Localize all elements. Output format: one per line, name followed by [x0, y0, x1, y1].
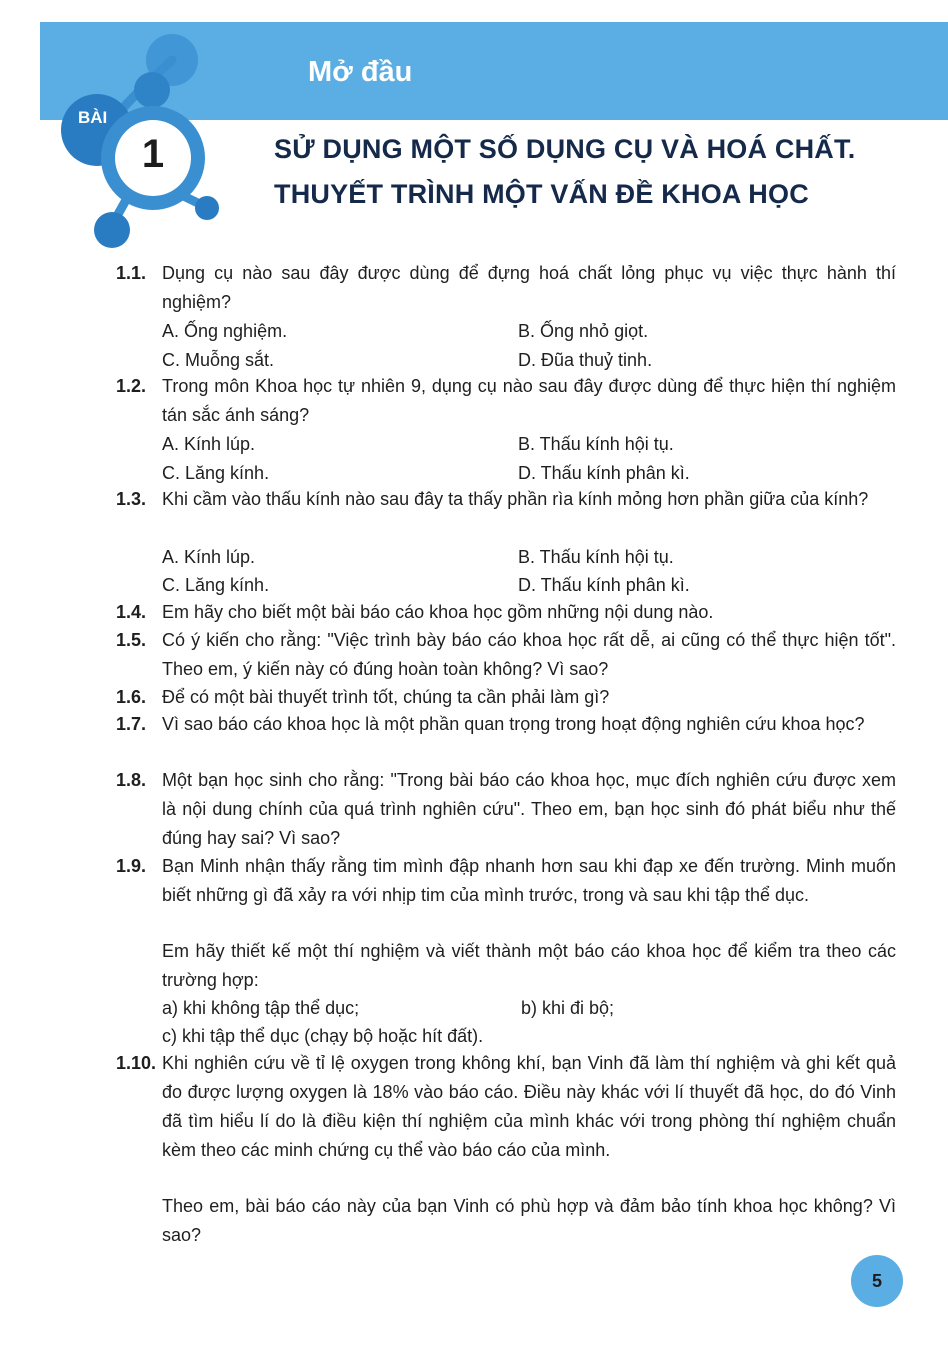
section-title: Mở đầu	[308, 56, 413, 88]
option-c: C. Lăng kính.	[162, 463, 270, 483]
lesson-title-line-1: SỬ DỤNG MỘT SỐ DỤNG CỤ VÀ HOÁ CHẤT.	[274, 134, 856, 164]
question-number: 1.3.	[116, 489, 147, 509]
lesson-label: BÀI	[78, 108, 108, 127]
question-number: 1.10.	[116, 1053, 157, 1073]
question-1-8	[116, 766, 896, 853]
question-1-10	[116, 1049, 896, 1165]
option-d: D. Thấu kính phân kì.	[518, 575, 690, 595]
question-1-1	[116, 259, 896, 317]
case-a: a) khi không tập thể dục;	[162, 998, 360, 1018]
question-number: 1.7.	[116, 714, 147, 734]
question-number: 1.2.	[116, 376, 147, 396]
question-text: Khi cầm vào thấu kính nào sau đây ta thấy phần rìa kính mỏng hơn phần giữa của kính?	[162, 489, 869, 509]
question-text: Khi nghiên cứu về tỉ lệ oxygen trong không khí, bạn Vinh đã làm thí nghiệm và ghi kết quả đo được lượng oxygen là 18% vào báo cáo. Điều này khác với lí thuyết đã học, do đó Vinh đã tìm hiểu lí do là điều kiện thí nghiệm của mình khác với trong phòng thí nghiệm chuẩn kèm theo các minh chứng cụ thể vào báo cáo của mình.	[162, 1053, 896, 1160]
option-d: D. Thấu kính phân kì.	[518, 463, 690, 483]
question-text: Để có một bài thuyết trình tốt, chúng ta cần phải làm gì?	[162, 687, 610, 707]
question-1-7	[116, 710, 896, 739]
lesson-number: 1	[141, 132, 165, 176]
question-text: Trong môn Khoa học tự nhiên 9, dụng cụ nào sau đây được dùng để thực hiện thí nghiệm tán sắc ánh sáng?	[162, 376, 896, 425]
page-number: 5	[851, 1255, 903, 1307]
option-b: B. Thấu kính hội tụ.	[518, 547, 674, 567]
lesson-title-line-2: THUYẾT TRÌNH MỘT VẤN ĐỀ KHOA HỌC	[274, 179, 809, 209]
question-1-4	[116, 598, 896, 627]
question-number: 1.4.	[116, 602, 147, 622]
question-text: Dụng cụ nào sau đây được dùng để đựng hoá chất lỏng phục vụ việc thực hành thí nghiệm?	[162, 263, 896, 312]
question-number: 1.6.	[116, 687, 147, 707]
question-1-6	[116, 683, 896, 712]
question-number: 1.1.	[116, 263, 147, 283]
option-d: D. Đũa thuỷ tinh.	[518, 350, 653, 370]
option-a: A. Kính lúp.	[162, 547, 256, 567]
option-c: C. Muỗng sắt.	[162, 350, 275, 370]
question-text: Một bạn học sinh cho rằng: "Trong bài báo cáo khoa học, mục đích nghiên cứu được xem là nội dung chính của quá trình nghiên cứu". Theo em, bạn học sinh đó phát biểu như thế đúng hay sai? Vì sao?	[162, 770, 896, 848]
question-number: 1.8.	[116, 770, 147, 790]
question-text: Bạn Minh nhận thấy rằng tim mình đập nhanh hơn sau khi đạp xe đến trường. Minh muốn biết những gì đã xảy ra với nhịp tim của mình trước, trong và sau khi tập thể dục.	[162, 856, 896, 905]
question-1-3	[116, 485, 896, 514]
case-b: b) khi đi bộ;	[521, 998, 615, 1018]
option-a: A. Kính lúp.	[162, 434, 256, 454]
question-number: 1.5.	[116, 630, 147, 650]
option-c: C. Lăng kính.	[162, 575, 270, 595]
question-text: Theo em, bài báo cáo này của bạn Vinh có phù hợp và đảm bảo tính khoa học không? Vì sao?	[162, 1196, 896, 1245]
question-text: Em hãy thiết kế một thí nghiệm và viết thành một báo cáo khoa học để kiểm tra theo các trường hợp:	[162, 941, 896, 990]
option-a: A. Ống nghiệm.	[162, 321, 288, 341]
question-1-5	[116, 626, 896, 684]
question-1-10-followup	[116, 1192, 896, 1250]
option-b: B. Ống nhỏ giọt.	[518, 321, 649, 341]
question-number: 1.9.	[116, 856, 147, 876]
question-1-2	[116, 372, 896, 430]
option-b: B. Thấu kính hội tụ.	[518, 434, 674, 454]
case-c: c) khi tập thể dục (chạy bộ hoặc hít đất).	[162, 1026, 484, 1046]
question-text: Em hãy cho biết một bài báo cáo khoa học gồm những nội dung nào.	[162, 602, 714, 622]
question-text: Vì sao báo cáo khoa học là một phần quan trọng trong hoạt động nghiên cứu khoa học?	[162, 714, 865, 734]
question-text: Có ý kiến cho rằng: "Việc trình bày báo cáo khoa học rất dễ, ai cũng có thể thực hiện tốt". Theo em, ý kiến này có đúng hoàn toàn không? Vì sao?	[162, 630, 896, 679]
question-1-9-task	[116, 937, 896, 995]
question-1-9	[116, 852, 896, 910]
